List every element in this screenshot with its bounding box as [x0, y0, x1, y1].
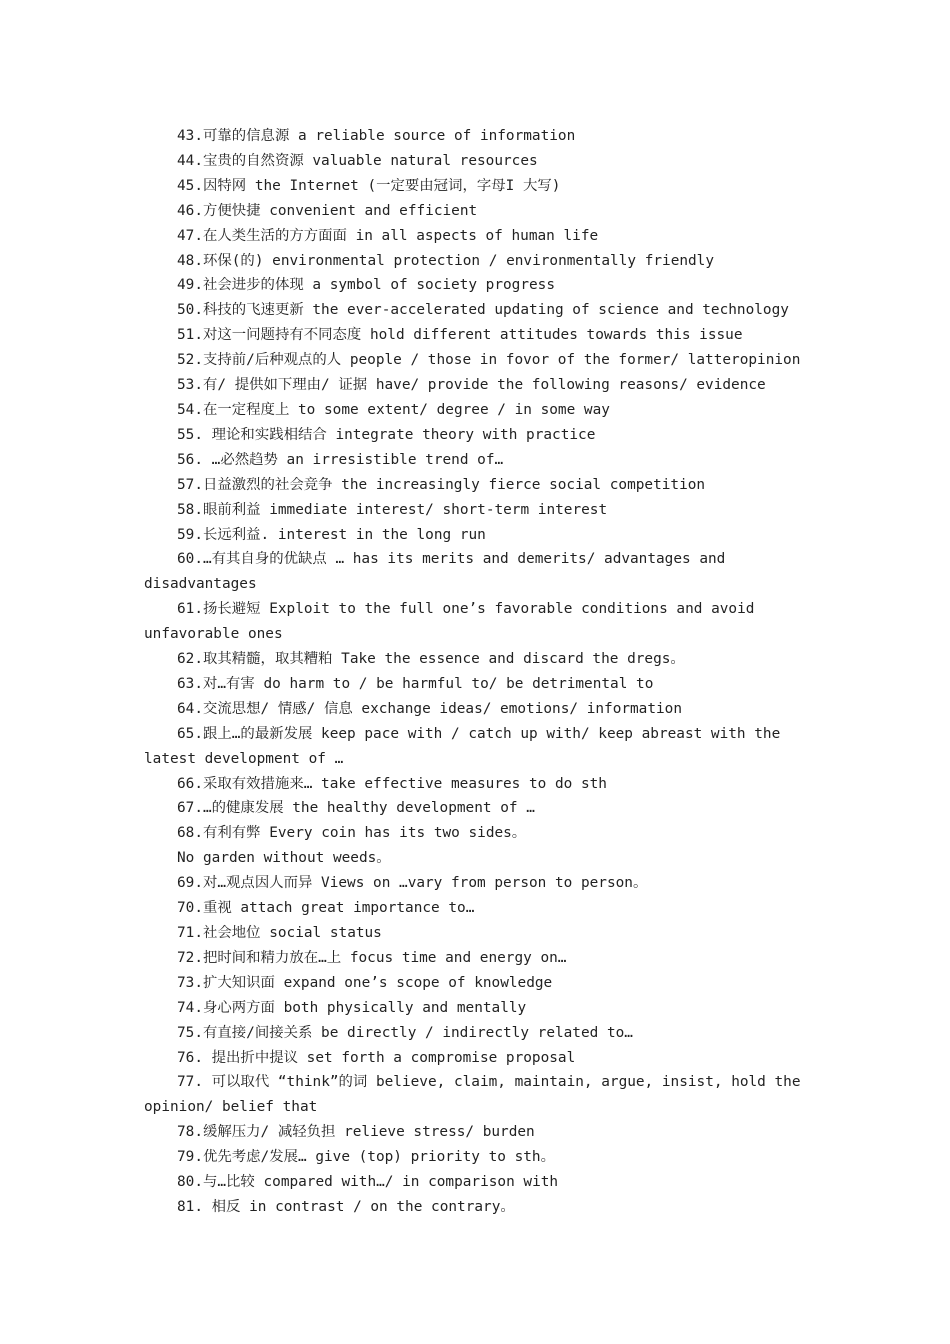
phrase-entry-56: 56. …必然趋势 an irresistible trend of… [177, 451, 504, 468]
phrase-entry-74: 74.身心两方面 both physically and mentally [177, 999, 527, 1016]
document-body [144, 124, 824, 1220]
phrase-entry-68: 68.有利有弊 Every coin has its two sides。 [177, 825, 527, 842]
phrase-entry-43: 43.可靠的信息源 a reliable source of information [177, 128, 576, 144]
phrase-entry-77: 77. 可以取代 “think”的词 believe, claim, maintain, argue, insist, hold the opinion/ belief that [144, 1074, 810, 1116]
phrase-entry-70: 70.重视 attach great importance to… [177, 900, 475, 917]
phrase-entry-60: 60.…有其自身的优缺点 … has its merits and demerits/ advantages and disadvantages [144, 551, 734, 593]
phrase-entry-55: 55. 理论和实践相结合 integrate theory with practice [177, 426, 596, 443]
phrase-entry-50: 50.科技的飞速更新 the ever-accelerated updating of science and technology [177, 302, 789, 319]
phrase-entry-72: 72.把时间和精力放在…上 focus time and energy on… [177, 949, 567, 966]
phrase-entry-58: 58.眼前利益 immediate interest/ short-term interest [177, 501, 608, 518]
phrase-entry-69: 69.对…观点因人而异 Views on …vary from person to person。 [177, 875, 648, 892]
phrase-entry-46: 46.方便快捷 convenient and efficient [177, 202, 478, 219]
phrase-entry-52: 52.支持前/后种观点的人 people / those in fovor of the former/ latteropinion [177, 352, 801, 369]
phrase-entry-67: 67.…的健康发展 the healthy development of … [177, 800, 535, 817]
phrase-entry-80: 80.与…比较 compared with…/ in comparison with [177, 1174, 559, 1191]
phrase-entry-71: 71.社会地位 social status [177, 925, 382, 941]
phrase-entry-64: 64.交流思想/ 情感/ 信息 exchange ideas/ emotions/ information [177, 700, 683, 717]
phrase-entry-49: 49.社会进步的体现 a symbol of society progress [177, 277, 555, 294]
phrase-entry-45: 45.因特网 the Internet (一定要由冠词，字母I 大写) [177, 177, 561, 194]
phrase-entry-81: 81. 相反 in contrast / on the contrary。 [177, 1198, 515, 1215]
phrase-entry-48: 48.环保(的) environmental protection / environmentally friendly [177, 252, 715, 269]
phrase-entry-75: 75.有直接/间接关系 be directly / indirectly related to… [177, 1024, 633, 1041]
phrase-entry-79: 79.优先考虑/发展… give (top) priority to sth。 [177, 1149, 555, 1166]
phrase-entry-73: 73.扩大知识面 expand one’s scope of knowledge [177, 974, 553, 991]
phrase-entry-62: 62.取其精髓，取其糟粕 Take the essence and discard the dregs。 [177, 651, 685, 668]
phrase-entry-51: 51.对这一问题持有不同态度 hold different attitudes towards this issue [177, 327, 743, 344]
phrase-entry-76: 76. 提出折中提议 set forth a compromise proposal [177, 1049, 576, 1066]
phrase-entry-44: 44.宝贵的自然资源 valuable natural resources [177, 152, 538, 169]
phrase-entry-47: 47.在人类生活的方方面面 in all aspects of human life [177, 227, 599, 244]
phrase-entry-66: 66.采取有效措施来… take effective measures to do sth [177, 775, 607, 792]
phrase-entry-61: 61.扬长避短 Exploit to the full one’s favorable conditions and avoid unfavorable ones [144, 601, 764, 643]
phrase-entry-57: 57.日益激烈的社会竞争 the increasingly fierce social competition [177, 476, 706, 493]
phrase-entry-59: 59.长远利益. interest in the long run [177, 526, 486, 543]
phrase-entry-68-continued: No garden without weeds。 [177, 850, 391, 867]
phrase-entry-53: 53.有/ 提供如下理由/ 证据 have/ provide the following reasons/ evidence [177, 377, 766, 394]
phrase-entry-78: 78.缓解压力/ 减轻负担 relieve stress/ burden [177, 1124, 535, 1141]
phrase-entry-54: 54.在一定程度上 to some extent/ degree / in some way [177, 401, 610, 418]
phrase-entry-63: 63.对…有害 do harm to / be harmful to/ be detrimental to [177, 675, 654, 692]
phrase-entry-65: 65.跟上…的最新发展 keep pace with / catch up with/ keep abreast with the latest development of … [144, 725, 789, 767]
